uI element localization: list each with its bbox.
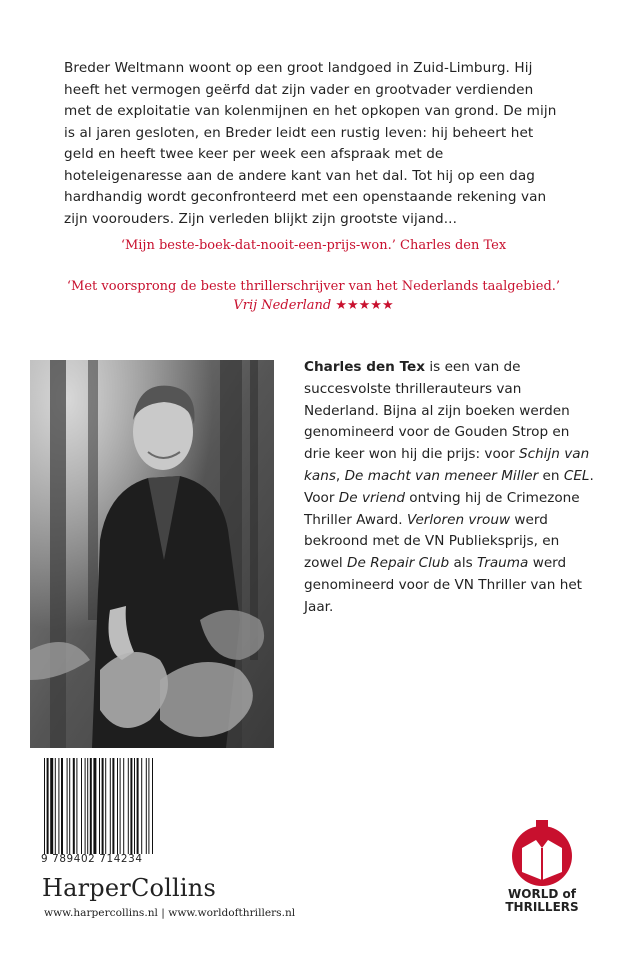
barcode-bar [69, 758, 70, 854]
barcode-bar [148, 758, 149, 854]
book-title: De macht van meneer Miller [344, 467, 539, 484]
bio-text: als [449, 555, 478, 572]
barcode-bar [123, 758, 124, 854]
bio-text: en [538, 467, 564, 484]
bio-text: is een van de succesvolste thrillerauteurs van Nederland. Bijna al zijn boeken werden genomineerd voor de Gouden Strop en drie keer won hij die prijs: voor [304, 359, 570, 463]
barcode-bar [128, 758, 129, 854]
barcode-bar [50, 758, 53, 854]
quote-source: Charles den Tex [400, 238, 507, 253]
bio-text: werd bekroond met de VN Publieksprijs, en zowel [304, 511, 560, 572]
barcode-bar [134, 758, 135, 854]
bio-text: ontving hij de Crimezone Thriller Award. [304, 489, 580, 528]
barcode-bar [90, 758, 92, 854]
barcode-bar [120, 758, 121, 854]
book-title: Schijn van kans [304, 446, 590, 484]
barcode-bar [47, 758, 49, 854]
barcode-bar [137, 758, 139, 854]
isbn-number: 9 789402 714234 [41, 853, 143, 865]
review-quote-1 [0, 236, 627, 255]
wordmark-line-2: THRILLERS [505, 900, 579, 914]
barcode-bar [146, 758, 147, 854]
book-title: Verloren vrouw [406, 511, 511, 528]
barcode-bar [130, 758, 132, 854]
bio-text: werd genomineerd voor de VN Thriller van het Jaar. [304, 555, 583, 615]
barcode-bar [110, 758, 111, 854]
barcode-bar [141, 758, 142, 854]
barcode-bar [55, 758, 56, 854]
wordmark-line-1: WORLD of [508, 887, 576, 901]
book-title: De vriend [338, 489, 405, 506]
quote-text: ‘Mijn beste-boek-dat-nooit-een-prijs-won.’ [120, 238, 396, 253]
book-title: Trauma [477, 555, 529, 572]
barcode-bar [85, 758, 86, 854]
barcode-bar [117, 758, 118, 854]
quote-text: ‘Met voorsprong de beste thrillerschrijver van het Nederlands taalgebied.’ [66, 279, 561, 294]
publisher-urls: www.harpercollins.nl | www.worldofthrillers.nl [44, 907, 296, 919]
author-photo [30, 360, 274, 748]
star-rating: ★★★★★ [335, 298, 394, 313]
isbn-barcode [44, 758, 178, 854]
barcode-bar [44, 758, 45, 854]
review-quote-2 [0, 277, 627, 315]
barcode-bar [81, 758, 82, 854]
barcode-bar [102, 758, 104, 854]
barcode-bar [73, 758, 75, 854]
author-bio [304, 357, 594, 619]
barcode-bar [61, 758, 63, 854]
barcode-bar [87, 758, 88, 854]
bio-text: , [335, 467, 345, 484]
barcode-bar [76, 758, 77, 854]
publisher-logo: HarperCollins [42, 874, 216, 902]
barcode-bar [58, 758, 59, 854]
bio-text: . Voor [304, 467, 594, 506]
book-title: De Repair Club [347, 555, 450, 572]
back-cover-blurb: Breder Weltmann woont op een groot landgoed in Zuid-Limburg. Hij heeft het vermogen geërfd dat zijn vader en grootvader verdienden met de exploitatie van kolenmijnen en het opkopen van grond. De mijn is al jaren gesloten, en Breder leidt een rustig leven: hij beheert het geld en heeft twee keer per week een afspraak met de hoteleigenaresse aan de andere kant van het dal. Tot hij op een dag hardhandig wordt geconfronteerd met een openstaande rekening van zijn voorouders. Zijn verleden blijkt zijn grootste vijand... [64, 60, 557, 227]
barcode-bar [93, 758, 96, 854]
barcode-bar [112, 758, 114, 854]
world-of-thrillers-wordmark [496, 888, 588, 914]
quote-source: Vrij Nederland [233, 298, 332, 313]
barcode-bar [152, 758, 153, 854]
barcode-bar [67, 758, 68, 854]
book-title: CEL [563, 467, 590, 484]
barcode-bar [105, 758, 106, 854]
barcode-bar [99, 758, 100, 854]
author-name: Charles den Tex [304, 359, 426, 375]
